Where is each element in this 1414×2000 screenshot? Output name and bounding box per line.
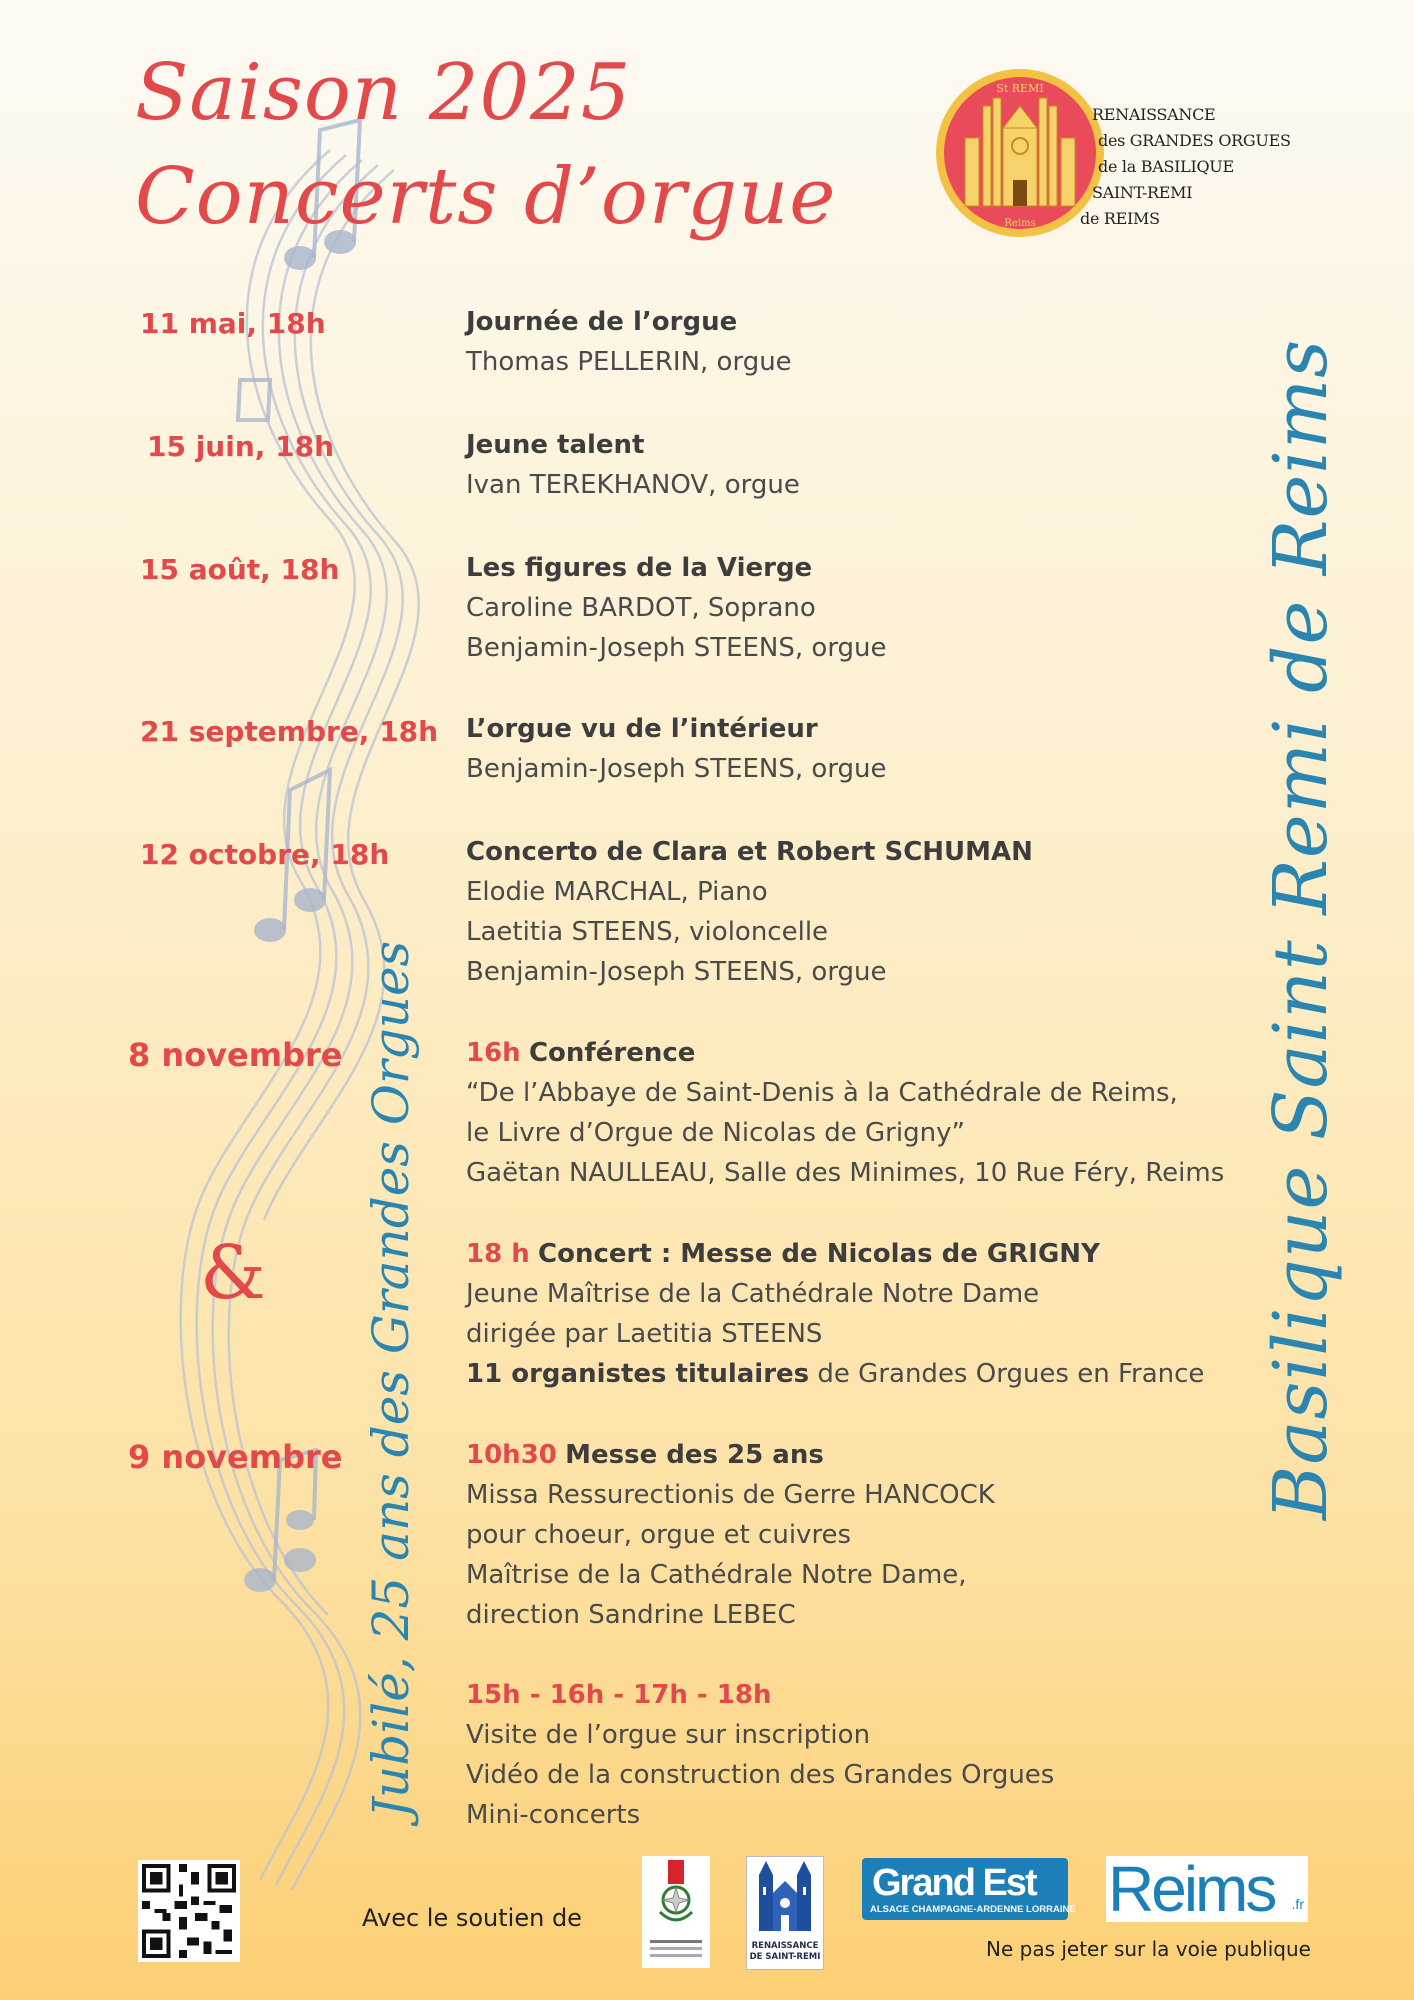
event-date: 15 août, 18h <box>140 553 340 586</box>
event-title: Les figures de la Vierge <box>466 553 813 583</box>
conference-line: Gaëtan NAULLEAU, Salle des Minimes, 10 Rue Féry, Reims <box>466 1158 1225 1188</box>
event-line: Caroline BARDOT, Soprano <box>466 593 816 623</box>
event-line: Elodie MARCHAL, Piano <box>466 877 768 907</box>
event-title: L’orgue vu de l’intérieur <box>466 714 818 744</box>
org-name-line: de la BASILIQUE <box>1098 157 1234 176</box>
event-block <box>466 548 887 668</box>
event-title: Jeune talent <box>466 430 645 460</box>
event-date: 11 mai, 18h <box>140 307 326 340</box>
concert-line: Jeune Maîtrise de la Cathédrale Notre Dame <box>466 1279 1040 1309</box>
org-name-line: RENAISSANCE <box>1092 105 1216 124</box>
conference-line: le Livre d’Orgue de Nicolas de Grigny” <box>466 1118 965 1148</box>
event-line: Benjamin-Joseph STEENS, orgue <box>466 754 887 784</box>
basilica-logo <box>746 1856 824 1970</box>
event-date-nov8: 8 novembre <box>128 1036 343 1074</box>
event-date: 21 septembre, 18h <box>140 715 439 748</box>
org-name-line: de REIMS <box>1080 209 1160 228</box>
visits-block <box>466 1675 1054 1835</box>
conference-line: “De l’Abbaye de Saint-Denis à la Cathédrale de Reims, <box>466 1078 1178 1108</box>
event-date: 12 octobre, 18h <box>140 838 390 871</box>
disposal-notice: Ne pas jeter sur la voie publique <box>986 1937 1311 1961</box>
grand-est-logo <box>862 1858 1076 1920</box>
concert-organists-rest: de Grandes Orgues en France <box>809 1359 1205 1389</box>
concert-time: 18 h <box>466 1239 530 1269</box>
org-name-line: SAINT-REMI <box>1092 183 1193 202</box>
music-staff-decoration-icon <box>0 0 500 1900</box>
visits-line: Vidéo de la construction des Grandes Orgues <box>466 1760 1055 1790</box>
mass-line: Maîtrise de la Cathédrale Notre Dame, <box>466 1560 967 1590</box>
conference-time: 16h <box>466 1038 521 1068</box>
basilica-icon <box>747 1857 823 1939</box>
page-title-line2: Concerts d’orgue <box>135 152 837 242</box>
conference-title: Conférence <box>528 1038 696 1068</box>
event-title: Journée de l’orgue <box>466 307 738 337</box>
grand-est-wordmark: Grand Est <box>872 1862 1036 1904</box>
mass-line: direction Sandrine LEBEC <box>466 1600 796 1630</box>
grand-est-subtitle: ALSACE CHAMPAGNE-ARDENNE LORRAINE <box>870 1904 1076 1915</box>
org-name <box>1080 102 1291 232</box>
conference-block <box>466 1033 1224 1193</box>
support-label: Avec le soutien de <box>362 1904 582 1932</box>
concert-organists: 11 organistes titulaires <box>466 1359 810 1389</box>
reims-logo <box>1106 1853 1308 1925</box>
mass-line: Missa Ressurectionis de Gerre HANCOCK <box>466 1480 995 1510</box>
legion-honneur-medal-logo-icon <box>642 1856 710 1968</box>
mass-time: 10h30 <box>466 1440 557 1470</box>
renaissance-label: DE SAINT-REMI <box>749 1952 821 1962</box>
reims-domain: .fr <box>1291 1896 1304 1912</box>
visits-line: Visite de l’orgue sur inscription <box>466 1720 871 1750</box>
logo-top-text: St REMI <box>996 82 1044 95</box>
event-line: Laetitia STEENS, violoncelle <box>466 917 829 947</box>
mass-block <box>466 1435 995 1635</box>
visits-times: 15h - 16h - 17h - 18h <box>466 1680 772 1710</box>
event-date-nov9: 9 novembre <box>128 1438 343 1476</box>
event-block <box>466 832 1033 992</box>
reims-wordmark: Reims <box>1108 1853 1275 1925</box>
visits-line: Mini-concerts <box>466 1800 641 1830</box>
event-block <box>466 425 800 505</box>
event-date: 15 juin, 18h <box>147 430 335 463</box>
logo-bottom-text: Reims <box>1004 218 1036 229</box>
org-name-line: des GRANDES ORGUES <box>1098 131 1291 150</box>
concert-line: dirigée par Laetitia STEENS <box>466 1319 823 1349</box>
ampersand: & <box>200 1230 266 1316</box>
concert-title: Concert : Messe de Nicolas de GRIGNY <box>538 1239 1100 1269</box>
event-title: Concerto de Clara et Robert SCHUMAN <box>466 837 1033 867</box>
mass-title: Messe des 25 ans <box>565 1440 824 1470</box>
basilica-vertical-title: Basilique Saint Remi de Reims <box>1258 338 1344 1520</box>
concert-block <box>466 1234 1204 1394</box>
event-block <box>466 709 887 789</box>
jubilee-vertical-title: Jubilé, 25 ans des Grandes Orgues <box>362 940 420 1818</box>
event-line: Ivan TEREKHANOV, orgue <box>466 470 800 500</box>
event-block <box>466 302 792 382</box>
page-title-line1: Saison 2025 <box>135 48 632 138</box>
qr-code-icon[interactable] <box>138 1860 240 1962</box>
renaissance-label: RENAISSANCE <box>751 1941 819 1951</box>
mass-line: pour choeur, orgue et cuivres <box>466 1520 852 1550</box>
event-line: Benjamin-Joseph STEENS, orgue <box>466 957 887 987</box>
event-line: Thomas PELLERIN, orgue <box>466 347 792 377</box>
event-line: Benjamin-Joseph STEENS, orgue <box>466 633 887 663</box>
